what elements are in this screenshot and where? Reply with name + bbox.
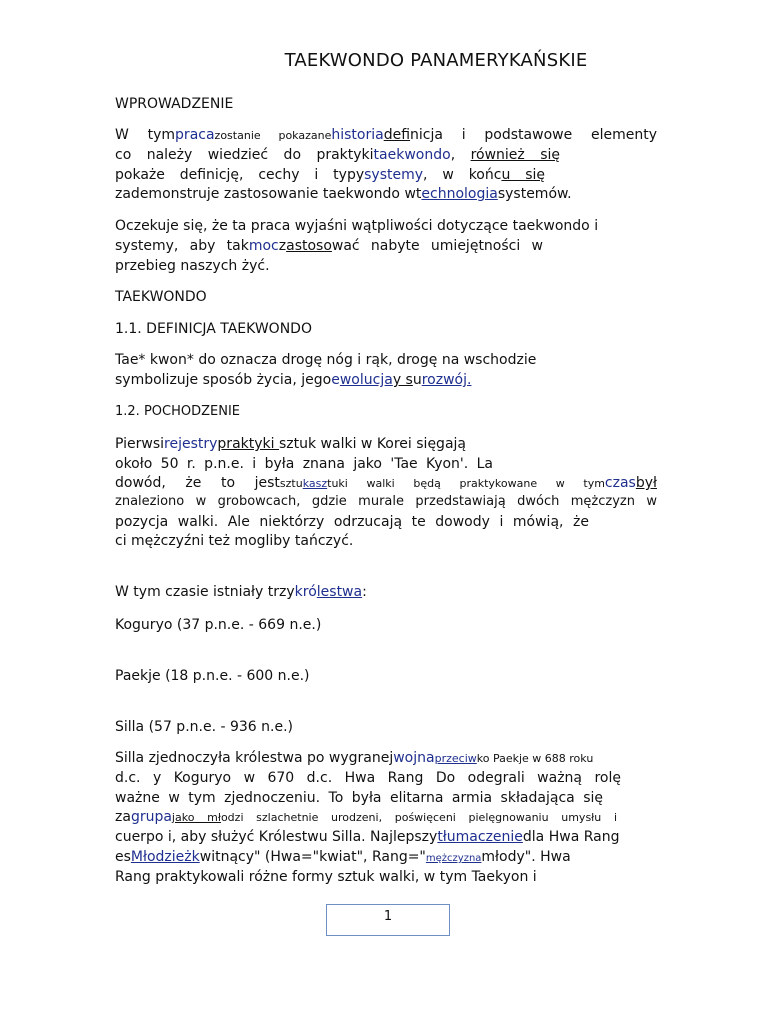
silla-line-4: zagrupajako młodzi szlachetnie urodzeni, poświęceni pielęgnowaniu umysłu i [115, 809, 618, 825]
link-mezczyzna[interactable]: mężczyzna [425, 853, 482, 864]
origin-line-1: Pierwsirejestrypraktyki sztuk walki w Korei sięgają [115, 436, 466, 452]
link-krolestwa[interactable]: kró [294, 584, 317, 600]
link-sztuka[interactable]: kasz [302, 477, 328, 490]
heading-definicja: 1.1. DEFINICJA TAEKWONDO [115, 321, 312, 337]
heading-pochodzenie: 1.2. POCHODZENIE [115, 404, 240, 419]
link-tlumaczenie[interactable]: tłumaczenie [437, 829, 523, 845]
intro-paragraph-line-1: W tympracazostanie pokazanehistoriadefinicja i podstawowe elementy [115, 127, 657, 143]
link-technologia[interactable]: echnologia [421, 186, 498, 202]
silla-line-5: cuerpo i, aby służyć Królestwu Silla. Najlepszytłumaczeniedla Hwa Rang [115, 829, 620, 845]
origin-line-6: ci mężczyźni też mogliby tańczyć. [115, 533, 354, 549]
silla-line-1: Silla zjednoczyła królestwa po wygranejwojnaprzeciwko Paekje w 688 roku [115, 750, 594, 766]
origin-line-3: dowód, że to jestsztukasztuki walki będą praktykowane w tymczasbył [115, 475, 657, 491]
kingdom-paekje: Paekje (18 p.n.e. - 600 n.e.) [115, 668, 310, 684]
intro-paragraph-line-3: pokaże definicję, cechy i typysystemy, w końcu się [115, 167, 546, 183]
link-czas[interactable]: czas [604, 475, 636, 491]
link-moc[interactable]: moc [248, 238, 279, 254]
origin-line-2: około 50 r. p.n.e. i była znana jako 'Tae Kyon'. La [115, 456, 493, 472]
definition-line-2: symbolizuje sposób życia, jegoewolucjay surozwój. [115, 371, 657, 389]
link-historia[interactable]: historia [331, 127, 384, 143]
silla-line-2: d.c. y Koguryo w 670 d.c. Hwa Rang Do odegrali ważną rolę [115, 770, 621, 786]
link-taekwondo[interactable]: taekwondo [373, 147, 451, 163]
paragraph-2-line-1: Oczekuje się, że ta praca wyjaśni wątpliwości dotyczące taekwondo i [115, 218, 599, 234]
intro-paragraph-line-2: co należy wiedzieć do praktykitaekwondo, również się [115, 147, 561, 163]
origin-line-4: znaleziono w grobowcach, gdzie murale przedstawiają dwóch mężczyzn w [115, 494, 657, 509]
link-rejestry[interactable]: rejestry [164, 436, 218, 452]
kingdoms-intro: W tym czasie istniały trzykrólestwa: [115, 584, 367, 600]
intro-paragraph-line-4: zademonstruje zastosowanie taekwondo wtechnologiasystemów. [115, 186, 572, 202]
link-systemy[interactable]: systemy [364, 167, 424, 183]
silla-line-3: ważne w tym zjednoczeniu. To była elitarna armia składająca się [115, 790, 603, 806]
link-rozwoj[interactable]: rozwój. [421, 372, 472, 388]
kingdom-koguryo: Koguryo (37 p.n.e. - 669 n.e.) [115, 617, 322, 633]
section-heading: TAEKWONDO [115, 289, 207, 305]
paragraph-2-line-2: systemy, aby takmoczastosować nabyte umiejętności w [115, 238, 543, 254]
page-number: 1 [383, 909, 393, 924]
origin-line-5: pozycja walki. Ale niektórzy odrzucają te dowody i mówią, że [115, 514, 589, 530]
link-mlodziez[interactable]: Młodzieżk [130, 849, 200, 865]
silla-line-6: esMłodzieżkwitnący" (Hwa="kwiat", Rang="mężczyznamłody". Hwa [115, 849, 571, 865]
page-number-box [326, 904, 450, 936]
link-praca[interactable]: praca [175, 127, 215, 143]
paragraph-2-line-3: przebieg naszych żyć. [115, 258, 270, 274]
link-grupa[interactable]: grupa [130, 809, 172, 825]
intro-heading: WPROWADZENIE [115, 96, 234, 112]
definition-line-1: Tae* kwon* do oznacza drogę nóg i rąk, drogę na wschodzie [115, 352, 537, 368]
document-title: TAEKWONDO PANAMERYKAŃSKIE [284, 50, 588, 71]
silla-line-7: Rang praktykowali różne formy sztuk walki, w tym Taekyon i [115, 869, 537, 885]
link-ewolucja[interactable]: wolucja [339, 372, 393, 388]
kingdom-silla: Silla (57 p.n.e. - 936 n.e.) [115, 719, 294, 735]
link-wojna[interactable]: wojna [393, 750, 435, 766]
